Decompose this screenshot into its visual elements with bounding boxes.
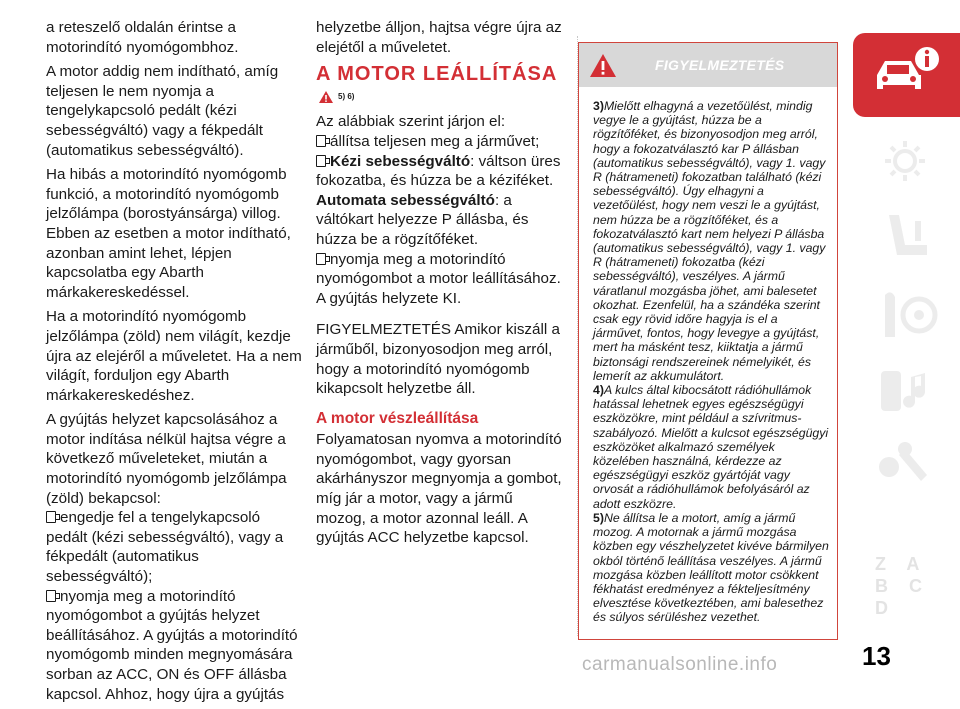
warning-body xyxy=(579,87,837,625)
page-number: 13 xyxy=(862,641,891,671)
warning-item: 4)A kulcs által kibocsátott rádióhullámok hatással lehetnek egyes egészségügyi eszközökre, mint például a szívritmus-szabályozó. Mielőtt a kulcsot egészségügyi eszközöket alkalmazó személyek közelében használná, kérdezze az egészségügyi eszköz gyártóját vagy orvosát a rádióhullámok befolyásáról az adott eszközre. xyxy=(593,383,829,511)
bullet-item: Kézi sebességváltó: váltson üres fokozatba, és húzza be a kéziféket. xyxy=(316,152,561,190)
warning-triangle-icon xyxy=(589,53,617,78)
paragraph: Folyamatosan nyomva a motorindító nyomógombot, vagy gyorsan akárhányszor megnyomja a gombot, míg jár a motor, vagy a jármű mozog, a motor azonnal leáll. A gyújtás ACC helyzetbe kapcsol. xyxy=(316,431,562,547)
chapter-tab-active[interactable] xyxy=(853,33,960,117)
paragraph: a reteszelő oldalán érintse a motorindító nyomógombhoz. xyxy=(46,19,239,56)
radio-icon xyxy=(875,363,939,419)
bullet-icon xyxy=(316,155,326,167)
bullet-item: engedje fel a tengelykapcsoló pedált (kézi sebességváltó), vagy a fékpedált (automatikus sebességváltó); xyxy=(46,509,284,586)
seat-icon xyxy=(875,211,939,267)
bullet-icon xyxy=(46,511,56,523)
bullet-item: nyomja meg a motorindító nyomógombot a motor leállításához. A gyújtás helyzete KI. xyxy=(316,250,561,307)
warning-item: 5)Ne állítsa le a motort, amíg a jármű mozog. A motornak a jármű mozgása közben egy vészhelyzetet kivéve bármilyen okból történő leállítása veszélyes. A jármű mozgása közben leállított motor csökkent fékhatást eredményez a fékteljesítmény elvesztése következtében, ami balesethez és súlyos sérüléshez vezethet. xyxy=(593,510,829,625)
index-letters-icon: Z A B C D xyxy=(875,554,928,618)
warning-triangle-icon xyxy=(318,90,334,104)
warning-title: FIGYELMEZTETÉS xyxy=(655,57,785,73)
text-column-left xyxy=(46,18,304,709)
watermark: carmanualsonline.info xyxy=(582,654,778,675)
subsection-title: A motor vészleállítása xyxy=(316,409,479,427)
chapter-sidebar xyxy=(853,33,960,648)
warning-panel xyxy=(578,42,838,640)
wrench-icon xyxy=(875,439,939,495)
warning-item: 3)Mielőtt elhagyná a vezetőülést, mindig vegye le a gyújtást, húzza be a rögzítőféket, és bizonyosodjon meg arról, hogy a fokozatválasztó kar P állásban (automatikus sebességváltó), vagy 1. vagy R (hátrameneti) fokozatban található (kézi sebességváltó). Úgy elhagyni a vezetőülést, hogy nem veszi le a gyújtást, nem húzza be a rögzítőféket, és a fokozatválasztó kart nem helyezi P állásba (automatikus sebességváltó), vagy 1. vagy R (hátrameneti) fokozatba (kézi sebességváltó), veszélyes. A jármű váratlanul mozgásba jöhet, ami balesetet okozhat. Ezenfelül, ha a szándéka szerint csak egy rövid időre hagyja is el a járművet, fontos, hogy levegye a gyújtást, mert ha másként tesz, kiiktatja a jármű biztonsági rendszereinek némelyikét, és lemerít az akkumulátort. xyxy=(593,99,826,383)
section-title: A MOTOR LEÁLLÍTÁSA xyxy=(316,63,558,86)
paragraph: Automata sebességváltó: a váltókart helyezze P állásba, és húzza be a rögzítőféket. xyxy=(316,191,529,248)
paragraph: Az alábbiak szerint járjon el: xyxy=(316,113,506,131)
bullet-icon xyxy=(46,590,56,602)
warning-references xyxy=(318,87,566,107)
lights-icon xyxy=(875,135,939,191)
car-info-icon xyxy=(867,45,947,105)
text-column-middle xyxy=(316,18,566,553)
bullet-icon xyxy=(316,135,326,147)
steering-icon xyxy=(875,287,939,343)
paragraph: helyzetbe álljon, hajtsa végre újra az elejétől a műveletet. xyxy=(316,19,562,56)
warning-header xyxy=(579,43,837,87)
bullet-icon xyxy=(316,253,326,265)
paragraph: A gyújtás helyzet kapcsolásához a motor indítása nélkül hajtsa végre a következő műveleteket, miután a motorindító nyomógomb jelzőlámpa (zöld) bekapcsol: xyxy=(46,411,287,507)
bullet-item: állítsa teljesen meg a járművet; xyxy=(316,132,566,152)
paragraph: A motor addig nem indítható, amíg teljesen le nem nyomja a tengelykapcsoló pedált (kézi sebességváltó) vagy a fékpedált (automatikus sebességváltó). xyxy=(46,63,279,159)
paragraph: Ha hibás a motorindító nyomógomb funkció, a motorindító nyomógomb jelzőlámpa (borostyánsárga) villog. Ebben az esetben a motor indítható, azonban amint lehet, lépjen kapcsolatba egy Abarth márkakereskedéssel. xyxy=(46,166,291,301)
reference-numbers: 5) 6) xyxy=(338,91,355,101)
bullet-item: nyomja meg a motorindító nyomógombot a gyújtás helyzet beállításához. A gyújtás a motorindító nyomógomb minden megnyomására sorban az ACC, ON és OFF állásba kapcsol. Ahhoz, hogy újra a gyújtás xyxy=(46,587,298,703)
paragraph: Ha a motorindító nyomógomb jelzőlámpa (zöld) nem világít, kezdje újra az elejéről a műveletet. Ha a nem világít, forduljon egy Abarth márkakereskedéshez. xyxy=(46,308,302,404)
paragraph: FIGYELMEZTETÉS Amikor kiszáll a járműből, bizonyosodjon meg arról, hogy a motorindító nyomógomb kikapcsolt helyzetbe áll. xyxy=(316,321,560,398)
